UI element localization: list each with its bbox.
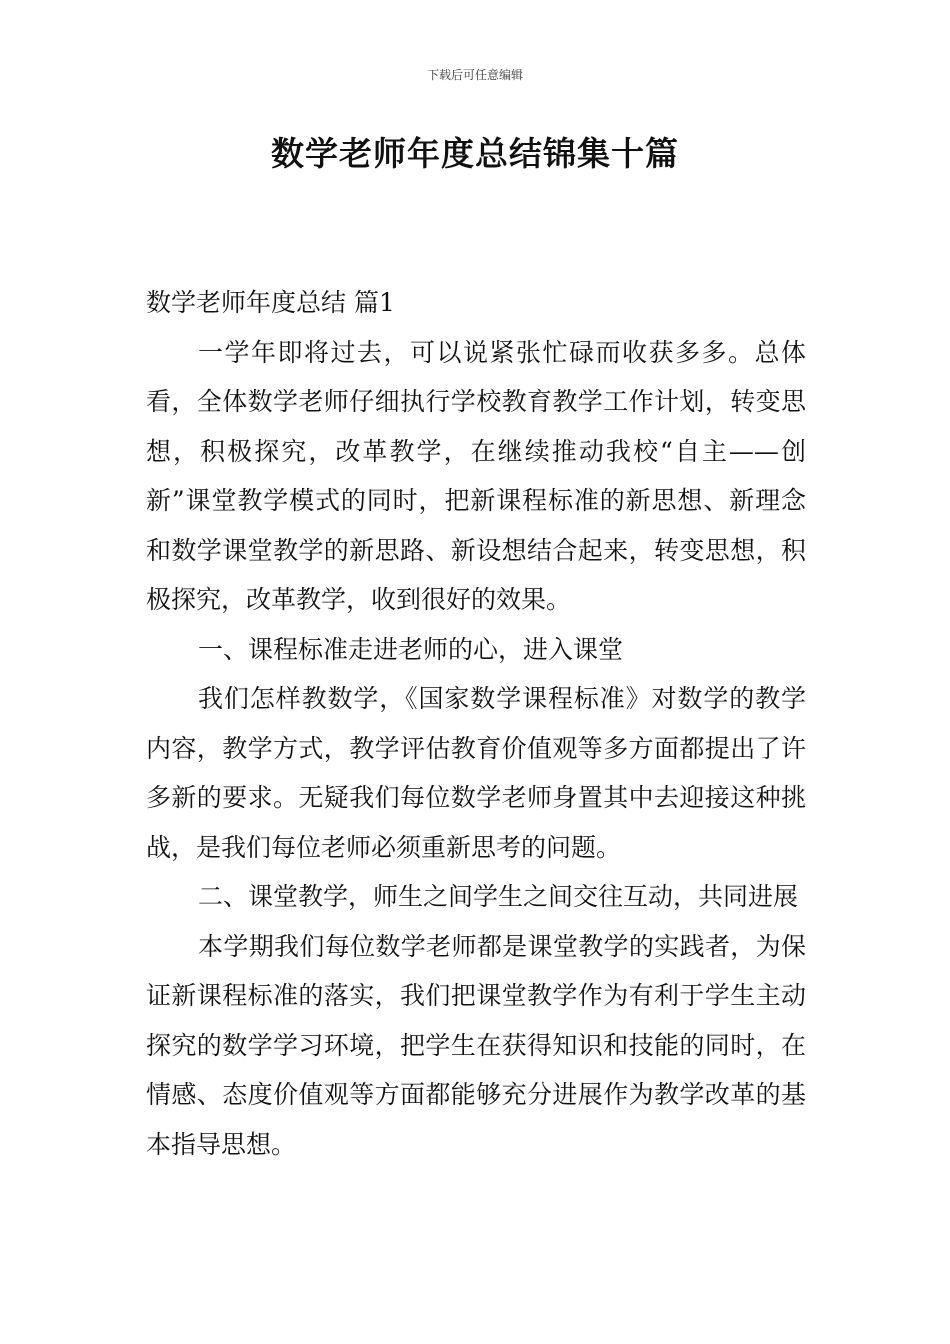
subheading-1: 一、课程标准走进老师的心，进入课堂	[198, 634, 624, 664]
subheading-2: 二、课堂教学，师生之间学生之间交往互动，共同进展	[198, 882, 799, 911]
section-heading: 数学老师年度总结 篇1	[146, 288, 395, 317]
download-note: 下载后可任意编辑	[426, 68, 523, 82]
document-title: 数学老师年度总结锦集十篇	[271, 134, 679, 173]
paragraph-intro: 一学年即将过去，可以说紧张忙碌而收获多多。总体看，全体数学老师仔细执行学校教育教学工作计划，转变思想，积极探究，改革教学，在继续推动我校“自主——创新”课堂教学模式的同时，把新课程标准的新思想、新理念和数学课堂教学的新思路、新设想结合起来，转变思想，积极探究，改革教学，收到很好的效果。	[146, 337, 806, 614]
document-body	[146, 278, 806, 1169]
paragraph-2: 本学期我们每位数学老师都是课堂教学的实践者，为保证新课程标准的落实，我们把课堂教学作为有利于学生主动探究的数学学习环境，把学生在获得知识和技能的同时，在情感、态度价值观等方面都能够充分进展作为教学改革的基本指导思想。	[146, 931, 806, 1159]
paragraph-1: 我们怎样教数学，《国家数学课程标准》对数学的教学内容，教学方式，教学评估教育价值观等多方面都提出了许多新的要求。无疑我们每位数学老师身置其中去迎接这种挑战，是我们每位老师必须重新思考的问题。	[146, 684, 806, 862]
